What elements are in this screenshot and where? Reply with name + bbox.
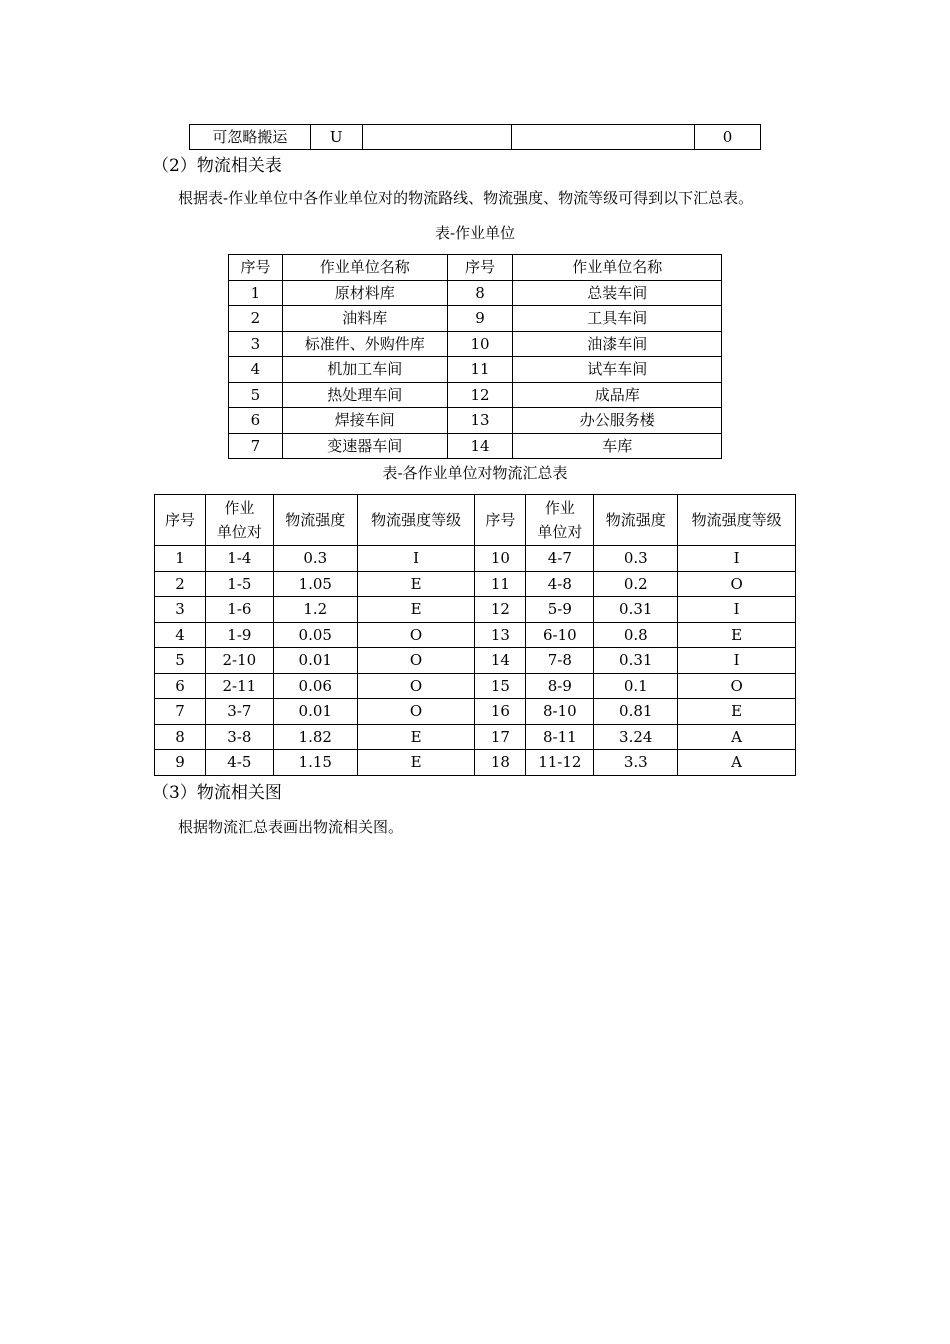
- table-cell: 7-8: [526, 648, 594, 674]
- column-header: 作业单位名称: [282, 255, 447, 281]
- table-cell: E: [678, 622, 796, 648]
- table-cell: I: [678, 648, 796, 674]
- table-cell: 可忽略搬运: [190, 125, 311, 150]
- table-cell: 6-10: [526, 622, 594, 648]
- table-cell: 10: [475, 546, 526, 572]
- table-row: [155, 724, 796, 750]
- top-table-fragment: [189, 124, 761, 150]
- table-cell: 0.1: [594, 673, 678, 699]
- table-cell: 12: [475, 597, 526, 623]
- table-row: [155, 571, 796, 597]
- table-cell: 8-9: [526, 673, 594, 699]
- column-header: 序号: [229, 255, 283, 281]
- table-cell: 11: [475, 571, 526, 597]
- table-cell: 18: [475, 750, 526, 776]
- table-cell: 0.2: [594, 571, 678, 597]
- table-row: [229, 306, 722, 332]
- table-cell: 13: [475, 622, 526, 648]
- table-cell: 0.3: [273, 546, 357, 572]
- table-cell: 车库: [513, 433, 722, 459]
- table-cell: 12: [447, 382, 513, 408]
- column-header: 作业 单位对: [205, 495, 273, 546]
- table-row: [155, 597, 796, 623]
- table-row: [190, 125, 761, 150]
- table-row: [155, 622, 796, 648]
- table-cell: 13: [447, 408, 513, 434]
- table-cell: A: [678, 724, 796, 750]
- table-cell: O: [678, 571, 796, 597]
- table-cell: O: [357, 622, 475, 648]
- table-cell: O: [357, 673, 475, 699]
- table-cell: 办公服务楼: [513, 408, 722, 434]
- table-cell: 4-7: [526, 546, 594, 572]
- table-cell: 热处理车间: [282, 382, 447, 408]
- table-cell: O: [678, 673, 796, 699]
- table-row: [155, 546, 796, 572]
- caption-units-table: 表-作业单位: [434, 224, 516, 242]
- table-cell: E: [678, 699, 796, 725]
- table-cell: 0.8: [594, 622, 678, 648]
- table-cell: E: [357, 750, 475, 776]
- table-cell: 焊接车间: [282, 408, 447, 434]
- table-cell: 0.05: [273, 622, 357, 648]
- table-cell: 0.31: [594, 597, 678, 623]
- table-row: [229, 331, 722, 357]
- table-cell: 2-11: [205, 673, 273, 699]
- column-header: 物流强度等级: [357, 495, 475, 546]
- table-cell: 成品库: [513, 382, 722, 408]
- table-cell: 8: [447, 280, 513, 306]
- table-cell: 3: [229, 331, 283, 357]
- table-cell: 1-9: [205, 622, 273, 648]
- table-cell: [512, 125, 695, 150]
- table-header-row: [155, 495, 796, 546]
- table-cell: 试车车间: [513, 357, 722, 383]
- paragraph-1: 根据表-作业单位中各作业单位对的物流路线、物流强度、物流等级可得到以下汇总表。: [178, 189, 754, 207]
- table-cell: 7: [229, 433, 283, 459]
- table-cell: 3.3: [594, 750, 678, 776]
- table-cell: O: [357, 648, 475, 674]
- table-row: [229, 280, 722, 306]
- table-cell: 8-10: [526, 699, 594, 725]
- column-header: 序号: [155, 495, 206, 546]
- table-row: [155, 648, 796, 674]
- table-cell: 9: [447, 306, 513, 332]
- table-cell: I: [357, 546, 475, 572]
- units-table: [228, 254, 722, 459]
- table-header-row: [229, 255, 722, 281]
- table-cell: 1.82: [273, 724, 357, 750]
- table-cell: 1: [229, 280, 283, 306]
- table-row: [229, 408, 722, 434]
- column-header: 作业单位名称: [513, 255, 722, 281]
- table-cell: 3: [155, 597, 206, 623]
- table-cell: 0.31: [594, 648, 678, 674]
- table-cell: I: [678, 546, 796, 572]
- table-cell: 0.01: [273, 699, 357, 725]
- table-cell: 1.15: [273, 750, 357, 776]
- table-cell: E: [357, 724, 475, 750]
- table-cell: U: [310, 125, 362, 150]
- table-cell: 14: [447, 433, 513, 459]
- table-cell: 3-8: [205, 724, 273, 750]
- column-header: 物流强度: [273, 495, 357, 546]
- column-header: 序号: [447, 255, 513, 281]
- table-cell: 2: [229, 306, 283, 332]
- table-cell: 11-12: [526, 750, 594, 776]
- table-cell: 10: [447, 331, 513, 357]
- table-cell: 11: [447, 357, 513, 383]
- table-cell: 5-9: [526, 597, 594, 623]
- table-cell: 标准件、外购件库: [282, 331, 447, 357]
- table-cell: 14: [475, 648, 526, 674]
- table-cell: 1-6: [205, 597, 273, 623]
- table-cell: 1.2: [273, 597, 357, 623]
- table-cell: E: [357, 597, 475, 623]
- table-cell: 5: [155, 648, 206, 674]
- table-cell: 3-7: [205, 699, 273, 725]
- table-cell: 工具车间: [513, 306, 722, 332]
- table-row: [155, 673, 796, 699]
- column-header: 序号: [475, 495, 526, 546]
- table-cell: 2: [155, 571, 206, 597]
- table-cell: 1.05: [273, 571, 357, 597]
- table-cell: 4: [229, 357, 283, 383]
- section-heading-3: （3）物流相关图: [152, 783, 282, 803]
- table-cell: 7: [155, 699, 206, 725]
- table-cell: 0.81: [594, 699, 678, 725]
- table-cell: 3.24: [594, 724, 678, 750]
- table-cell: 8-11: [526, 724, 594, 750]
- table-cell: 1: [155, 546, 206, 572]
- table-cell: 17: [475, 724, 526, 750]
- table-cell: 0: [695, 125, 761, 150]
- table-cell: 4-5: [205, 750, 273, 776]
- caption-flow-table: 表-各作业单位对物流汇总表: [382, 464, 568, 482]
- table-cell: 8: [155, 724, 206, 750]
- column-header: 物流强度: [594, 495, 678, 546]
- table-cell: 原材料库: [282, 280, 447, 306]
- table-cell: O: [357, 699, 475, 725]
- table-row: [229, 382, 722, 408]
- table-cell: 油料库: [282, 306, 447, 332]
- table-cell: 6: [229, 408, 283, 434]
- table-cell: 0.01: [273, 648, 357, 674]
- paragraph-2: 根据物流汇总表画出物流相关图。: [178, 818, 404, 836]
- table-cell: 16: [475, 699, 526, 725]
- table-cell: 1-4: [205, 546, 273, 572]
- section-heading-2: （2）物流相关表: [152, 156, 282, 176]
- table-cell: 4-8: [526, 571, 594, 597]
- table-cell: [362, 125, 512, 150]
- table-cell: 6: [155, 673, 206, 699]
- table-cell: 变速器车间: [282, 433, 447, 459]
- table-cell: 4: [155, 622, 206, 648]
- table-cell: 油漆车间: [513, 331, 722, 357]
- flow-summary-table: [154, 494, 796, 776]
- table-cell: 总装车间: [513, 280, 722, 306]
- table-row: [229, 357, 722, 383]
- column-header: 物流强度等级: [678, 495, 796, 546]
- table-row: [229, 433, 722, 459]
- column-header: 作业 单位对: [526, 495, 594, 546]
- table-cell: A: [678, 750, 796, 776]
- table-cell: 0.3: [594, 546, 678, 572]
- table-row: [155, 699, 796, 725]
- table-cell: 1-5: [205, 571, 273, 597]
- table-cell: I: [678, 597, 796, 623]
- table-cell: 机加工车间: [282, 357, 447, 383]
- table-cell: 2-10: [205, 648, 273, 674]
- table-cell: 9: [155, 750, 206, 776]
- table-cell: 15: [475, 673, 526, 699]
- table-row: [155, 750, 796, 776]
- table-cell: 0.06: [273, 673, 357, 699]
- table-cell: E: [357, 571, 475, 597]
- table-cell: 5: [229, 382, 283, 408]
